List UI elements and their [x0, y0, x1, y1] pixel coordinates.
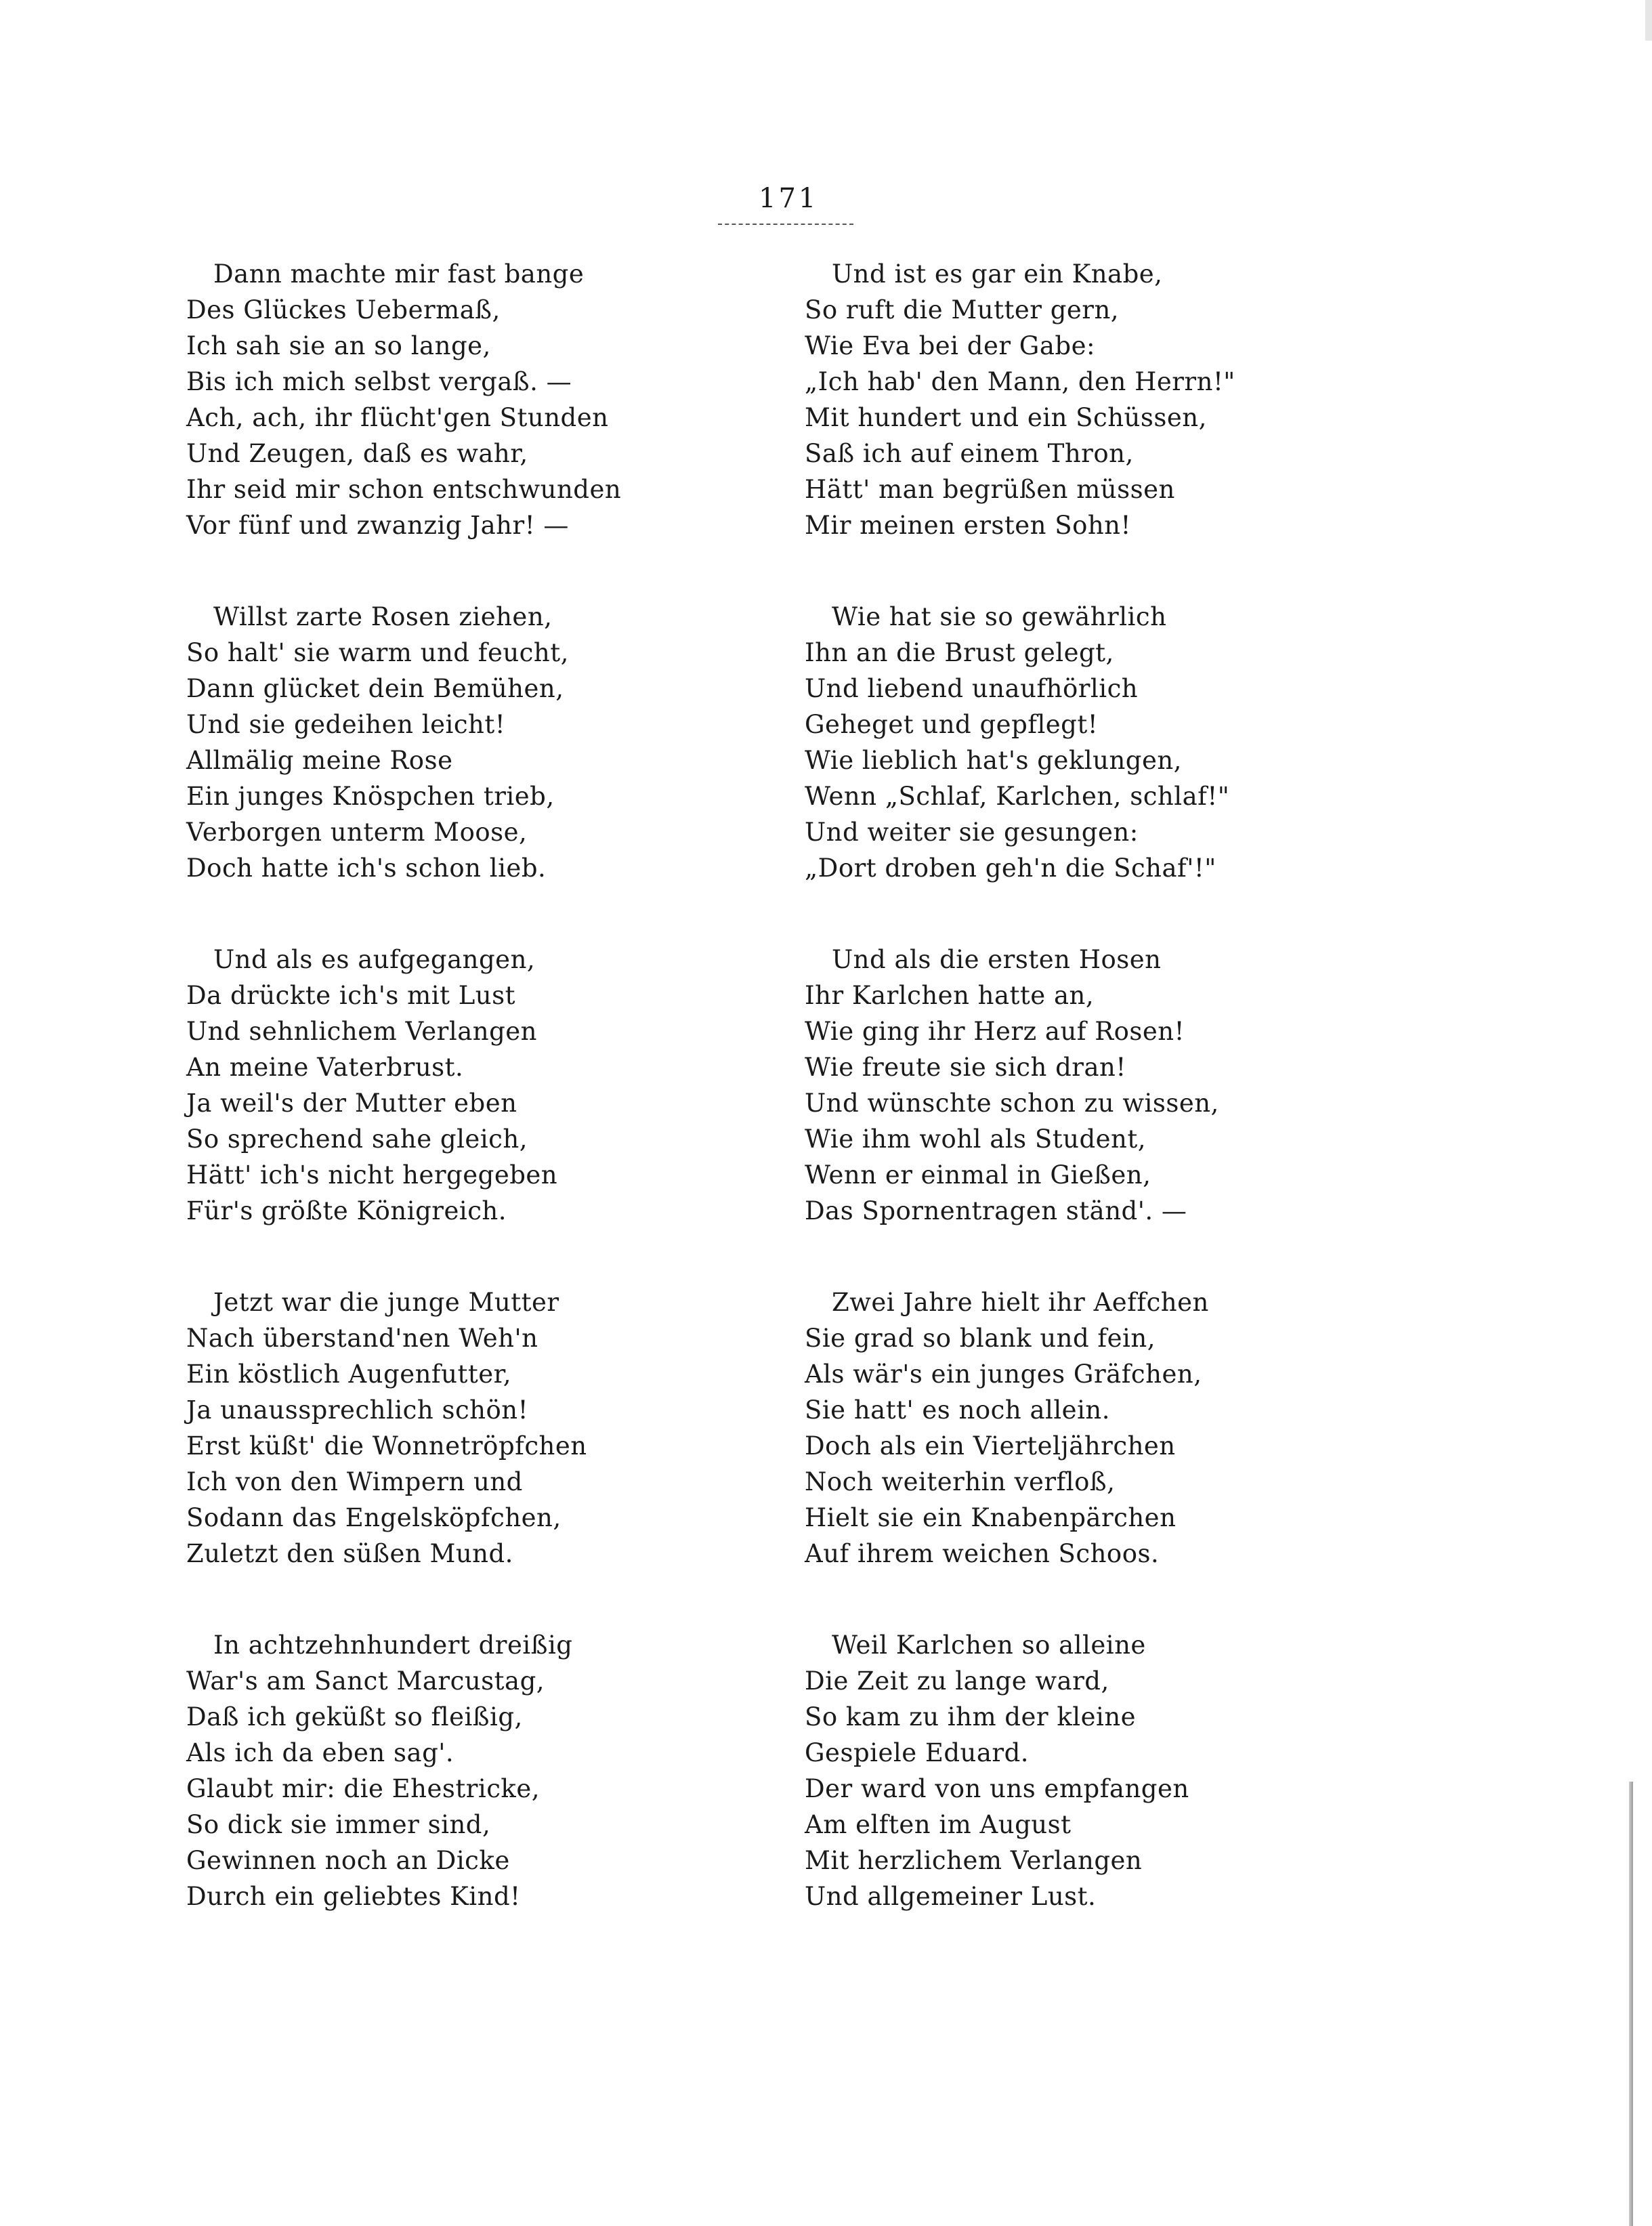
verse-line: Ja weil's der Mutter eben [186, 1089, 517, 1118]
verse-line: So sprechend sahe gleich, [186, 1125, 528, 1154]
verse-line: Jetzt war die junge Mutter [213, 1288, 559, 1317]
verse-line: So kam zu ihm der kleine [805, 1702, 1137, 1731]
verse-line: So ruft die Mutter gern, [805, 295, 1120, 324]
verse-line: Zwei Jahre hielt ihr Aeffchen [832, 1288, 1209, 1317]
stanza [805, 1284, 1414, 1627]
verse-line: Nach überstand'nen Weh'n [186, 1324, 538, 1353]
verse-line: Doch als ein Vierteljährchen [805, 1431, 1176, 1461]
verse-line: Sie hatt' es noch allein. [805, 1395, 1111, 1425]
verse-line: Wenn er einmal in Gießen, [805, 1160, 1151, 1190]
verse-line: Wie ging ihr Herz auf Rosen! [805, 1017, 1185, 1046]
verse-line: Und als es aufgegangen, [213, 945, 536, 974]
verse-line: Mit hundert und ein Schüssen, [805, 403, 1207, 432]
stanza [186, 1284, 796, 1627]
verse-line: Und wünschte schon zu wissen, [805, 1089, 1219, 1118]
verse-line: Glaubt mir: die Ehestricke, [186, 1774, 541, 1803]
verse-line: Mit herzlichem Verlangen [805, 1846, 1143, 1875]
verse-line: Wie ihm wohl als Student, [805, 1125, 1146, 1154]
verse-line: Wie hat sie so gewährlich [832, 602, 1167, 631]
verse-line: Und Zeugen, daß es wahr, [186, 439, 528, 468]
stanza [186, 256, 796, 599]
verse-line: „Dort droben geh'n die Schaf'!" [805, 854, 1216, 883]
verse-line: Für's größte Königreich. [186, 1196, 507, 1225]
verse-line: Willst zarte Rosen ziehen, [213, 602, 553, 631]
verse-line: Da drückte ich's mit Lust [186, 981, 515, 1010]
stanza [186, 942, 796, 1284]
stanza [186, 599, 796, 942]
verse-line: Und liebend unaufhörlich [805, 674, 1139, 703]
verse-line: Dann machte mir fast bange [213, 259, 585, 289]
verse-line: Ach, ach, ihr flücht'gen Stunden [186, 403, 609, 432]
verse-line: Auf ihrem weichen Schoos. [805, 1539, 1160, 1568]
right-column [805, 256, 1414, 1970]
left-column [186, 256, 796, 1970]
verse-line: Verborgen unterm Moose, [186, 818, 528, 847]
verse-line: Hätt' ich's nicht hergegeben [186, 1160, 558, 1190]
verse-line: Doch hatte ich's schon lieb. [186, 854, 547, 883]
verse-line: Zuletzt den süßen Mund. [186, 1539, 513, 1568]
verse-line: Geheget und gepflegt! [805, 710, 1099, 739]
verse-line: In achtzehnhundert dreißig [213, 1631, 573, 1660]
verse-line: „Ich hab' den Mann, den Herrn!" [805, 367, 1235, 396]
verse-line: Und weiter sie gesungen: [805, 818, 1139, 847]
verse-line: Wenn „Schlaf, Karlchen, schlaf!" [805, 782, 1230, 811]
verse-line: Ein köstlich Augenfutter, [186, 1360, 511, 1389]
verse-line: Hätt' man begrüßen müssen [805, 475, 1175, 504]
verse-line: Und allgemeiner Lust. [805, 1882, 1097, 1911]
verse-line: Sie grad so blank und fein, [805, 1324, 1156, 1353]
page-number: 171 [759, 183, 819, 214]
verse-line: Das Spornentragen ständ'. — [805, 1196, 1187, 1225]
verse-line: Dann glücket dein Bemühen, [186, 674, 564, 703]
verse-line: Der ward von uns empfangen [805, 1774, 1189, 1803]
verse-line: Wie lieblich hat's geklungen, [805, 746, 1182, 775]
stanza [186, 1627, 796, 1970]
verse-line: Bis ich mich selbst vergaß. — [186, 367, 572, 396]
verse-line: Ihn an die Brust gelegt, [805, 638, 1114, 667]
stanza [805, 599, 1414, 942]
page-number-rule [718, 224, 853, 225]
verse-line: Weil Karlchen so alleine [832, 1631, 1146, 1660]
verse-line: Als ich da eben sag'. [186, 1738, 454, 1767]
verse-line: Ja unaussprechlich schön! [186, 1395, 528, 1425]
verse-line: Vor fünf und zwanzig Jahr! — [186, 511, 569, 540]
verse-line: Mir meinen ersten Sohn! [805, 511, 1131, 540]
verse-line: Ihr seid mir schon entschwunden [186, 475, 622, 504]
verse-line: Allmälig meine Rose [186, 746, 453, 775]
verse-line: Saß ich auf einem Thron, [805, 439, 1134, 468]
verse-line: Die Zeit zu lange ward, [805, 1666, 1109, 1696]
verse-line: Und sie gedeihen leicht! [186, 710, 506, 739]
verse-line: So dick sie immer sind, [186, 1810, 491, 1839]
verse-line: Des Glückes Uebermaß, [186, 295, 501, 324]
verse-line: Am elften im August [805, 1810, 1072, 1839]
verse-line: Hielt sie ein Knabenpärchen [805, 1503, 1177, 1532]
verse-line: Ich sah sie an so lange, [186, 331, 491, 360]
verse-line: War's am Sanct Marcustag, [186, 1666, 545, 1696]
verse-line: Gespiele Eduard. [805, 1738, 1030, 1767]
verse-line: Und sehnlichem Verlangen [186, 1017, 538, 1046]
verse-line: Gewinnen noch an Dicke [186, 1846, 510, 1875]
verse-line: Wie Eva bei der Gabe: [805, 331, 1095, 360]
verse-line: Als wär's ein junges Gräfchen, [805, 1360, 1202, 1389]
stanza [805, 1627, 1414, 1970]
verse-line: Durch ein geliebtes Kind! [186, 1882, 521, 1911]
verse-line: Wie freute sie sich dran! [805, 1053, 1126, 1082]
stanza [805, 256, 1414, 599]
verse-line: An meine Vaterbrust. [186, 1053, 464, 1082]
verse-line: Noch weiterhin verfloß, [805, 1467, 1116, 1496]
verse-line: Erst küßt' die Wonnetröpfchen [186, 1431, 587, 1461]
scan-edge-top [1645, 0, 1652, 41]
verse-line: Sodann das Engelsköpfchen, [186, 1503, 562, 1532]
verse-line: Ich von den Wimpern und [186, 1467, 523, 1496]
scan-edge-right [1629, 1782, 1633, 2226]
verse-line: So halt' sie warm und feucht, [186, 638, 569, 667]
verse-line: Daß ich geküßt so fleißig, [186, 1702, 523, 1731]
verse-line: Ihr Karlchen hatte an, [805, 981, 1095, 1010]
verse-line: Und ist es gar ein Knabe, [832, 259, 1163, 289]
verse-line: Und als die ersten Hosen [832, 945, 1162, 974]
stanza [805, 942, 1414, 1284]
verse-line: Ein junges Knöspchen trieb, [186, 782, 555, 811]
